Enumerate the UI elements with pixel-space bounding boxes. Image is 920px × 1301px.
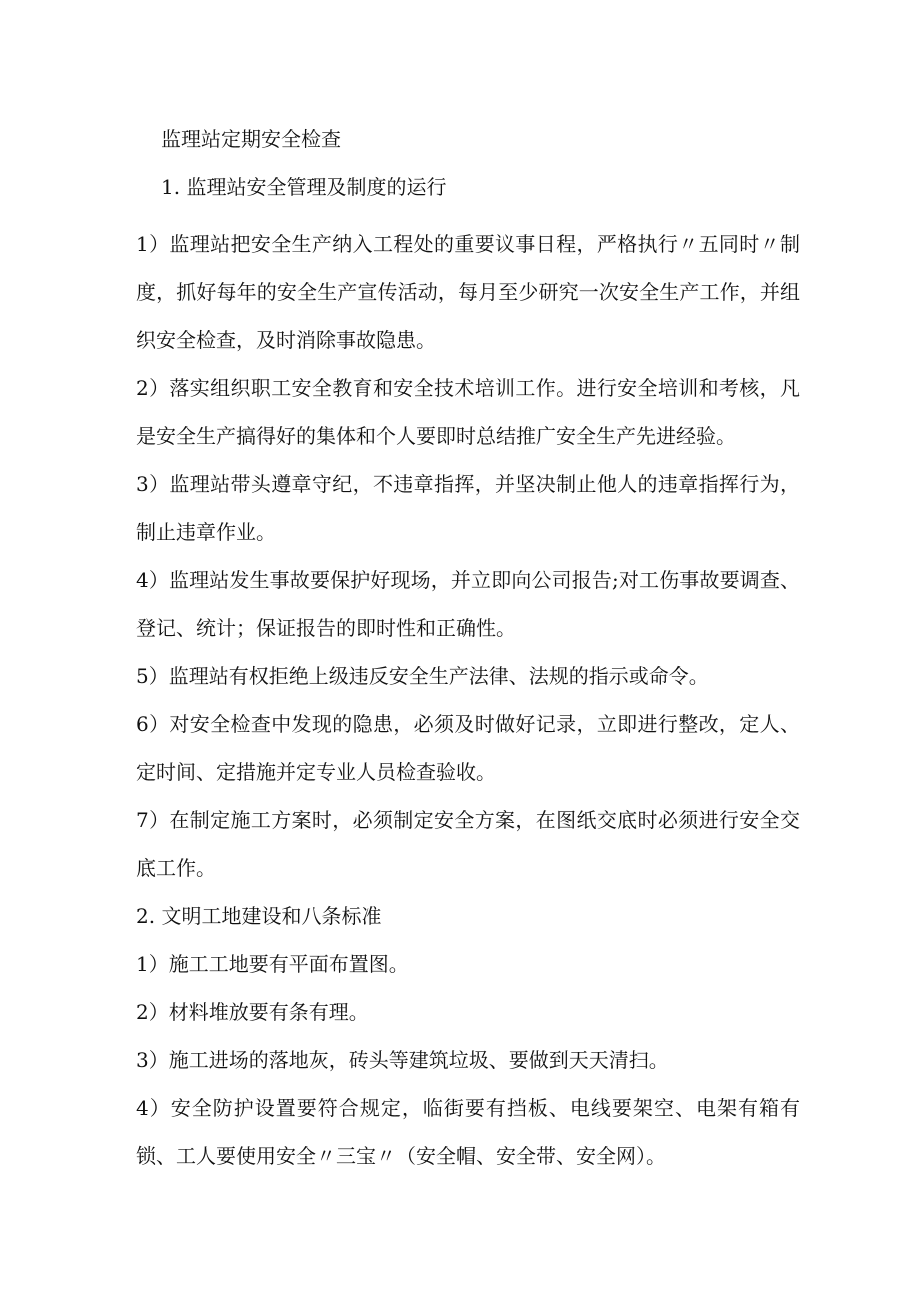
section-2-item: 1）施工工地要有平面布置图。: [136, 952, 409, 976]
section-1-item: 7）在制定施工方案时，必须制定安全方案，在图纸交底时必须进行安全交底工作。: [136, 808, 800, 880]
section-2-item: 2）材料堆放要有条有理。: [136, 1000, 369, 1024]
section-1-item: 5）监理站有权拒绝上级违反安全生产法律、法规的指示或命令。: [136, 664, 709, 688]
section-2-item: 3）施工进场的落地灰，砖头等建筑垃圾、要做到天天清扫。: [136, 1048, 669, 1072]
section-2-heading: 2. 文明工地建设和八条标准: [136, 904, 382, 928]
section-1-item: 3）监理站带头遵章守纪，不违章指挥，并坚决制止他人的违章指挥行为，制止违章作业。: [136, 472, 800, 544]
document-title: 监理站定期安全检查: [161, 127, 341, 151]
section-1-item: 1）监理站把安全生产纳入工程处的重要议事日程，严格执行〃五同时〃制度，抓好每年的安全生产宣传活动，每月至少研究一次安全生产工作，并组织安全检查，及时消除事故隐患。: [136, 232, 800, 352]
section-1-item: 2）落实组织职工安全教育和安全技术培训工作。进行安全培训和考核，凡是安全生产搞得好的集体和个人要即时总结推广安全生产先进经验。: [136, 376, 800, 448]
section-1-heading: 1. 监理站安全管理及制度的运行: [161, 175, 447, 199]
document-body: [136, 124, 800, 1180]
section-1-item: 4）监理站发生事故要保护好现场，并立即向公司报告;对工伤事故要调查、登记、统计；保证报告的即时性和正确性。: [136, 568, 800, 640]
section-1-item: 6）对安全检查中发现的隐患，必须及时做好记录，立即进行整改，定人、定时间、定措施并定专业人员检查验收。: [136, 712, 800, 784]
section-2-item: 4）安全防护设置要符合规定，临街要有挡板、电线要架空、电架有箱有锁、工人要使用安全〃三宝〃（安全帽、安全带、安全网）。: [136, 1096, 800, 1168]
